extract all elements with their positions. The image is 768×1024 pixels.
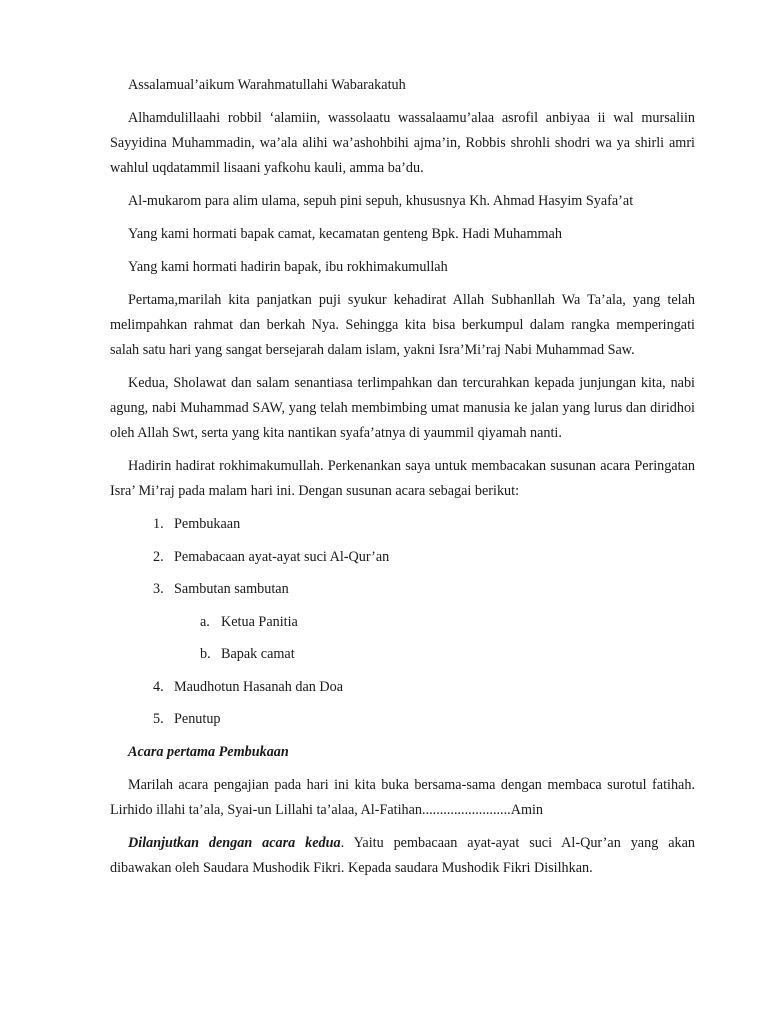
agenda-list — [110, 512, 695, 732]
greeting: Assalamual’aikum Warahmatullahi Wabarakatuh — [128, 77, 406, 93]
list-item-label: Penutup — [174, 711, 221, 727]
list-item-label: Sambutan sambutan — [174, 581, 289, 597]
list-item — [110, 610, 695, 635]
list-item — [110, 707, 695, 732]
paragraph-acara-kedua-text: . Yaitu pembacaan ayat-ayat suci Al-Qur’an yang akan dibawakan oleh Saudara Mushodik Fikri. Kepada saudara Mushodik Fikri Disilhkan. — [110, 835, 695, 876]
list-number: 4. — [153, 678, 164, 695]
address-line-hadirin: Yang kami hormati hadirin bapak, ibu rokhimakumullah — [128, 259, 448, 275]
heading-acara-pertama — [110, 740, 695, 765]
list-item-label: Pembukaan — [174, 516, 241, 532]
paragraph-intro-agenda: Hadirin hadirat rokhimakumullah. Perkenankan saya untuk membacakan susunan acara Peringatan Isra’ Mi’raj pada malam hari ini. Dengan susunan acara sebagai berikut: — [110, 458, 695, 499]
list-item — [110, 512, 695, 537]
list-item-label: Maudhotun Hasanah dan Doa — [174, 678, 344, 695]
list-letter: b. — [200, 646, 211, 662]
list-number: 2. — [153, 548, 164, 565]
list-item — [110, 675, 695, 700]
list-item — [110, 545, 695, 570]
document-page — [110, 73, 695, 889]
list-number: 3. — [153, 581, 164, 597]
list-item — [110, 577, 695, 667]
paragraph-kedua: Kedua, Sholawat dan salam senantiasa terlimpahkan dan tercurahkan kepada junjungan kita, nabi agung, nabi Muhammad SAW, yang telah membimbing umat manusia ke jalan yang lurus dan diridhoi oleh Allah Swt, serta yang kita nantikan syafa’atnya di yaummil qiyamah nanti. — [110, 375, 695, 441]
list-letter: a. — [200, 613, 210, 630]
list-item-label: Ketua Panitia — [221, 613, 298, 630]
opening-prayer: Alhamdulillaahi robbil ‘alamiin, wassolaatu wassalaamu’alaa asrofil anbiyaa ii wal mursaliin Sayyidina Muhammadin, wa’ala alihi wa’ashohbihi ajma’in, Robbis shrohli shodri wa ya shirli amri wahlul uqdatammil lisaani yafkohu kauli, amma ba’du. — [110, 110, 695, 176]
list-item — [110, 642, 695, 667]
heading-inline-kedua: Dilanjutkan dengan acara kedua — [128, 835, 341, 851]
list-item-label: Pemabacaan ayat-ayat suci Al-Qur’an — [174, 548, 390, 565]
list-number: 5. — [153, 711, 164, 727]
list-number: 1. — [153, 516, 164, 532]
paragraph-acara-kedua — [110, 831, 695, 881]
paragraph-pembukaan: Marilah acara pengajian pada hari ini kita buka bersama-sama dengan membaca surotul fatihah. Lirhido illahi ta’ala, Syai-un Lillahi ta’alaa, Al-Fatihan.........................Amin — [110, 777, 695, 818]
sub-agenda-list — [110, 610, 695, 668]
address-line-camat: Yang kami hormati bapak camat, kecamatan genteng Bpk. Hadi Muhammah — [128, 226, 562, 242]
heading-text: Acara pertama Pembukaan — [128, 744, 289, 760]
address-line-ulama: Al-mukarom para alim ulama, sepuh pini sepuh, khususnya Kh. Ahmad Hasyim Syafa’at — [128, 193, 634, 209]
paragraph-pertama: Pertama,marilah kita panjatkan puji syukur kehadirat Allah Subhanllah Wa Ta’ala, yang telah melimpahkan rahmat dan berkah Nya. Sehingga kita bisa berkumpul dalam rangka memperingati salah satu hari yang sangat bersejarah dalam islam, yakni Isra’Mi’raj Nabi Muhammad Saw. — [110, 292, 695, 358]
list-item-label: Bapak camat — [221, 646, 295, 662]
